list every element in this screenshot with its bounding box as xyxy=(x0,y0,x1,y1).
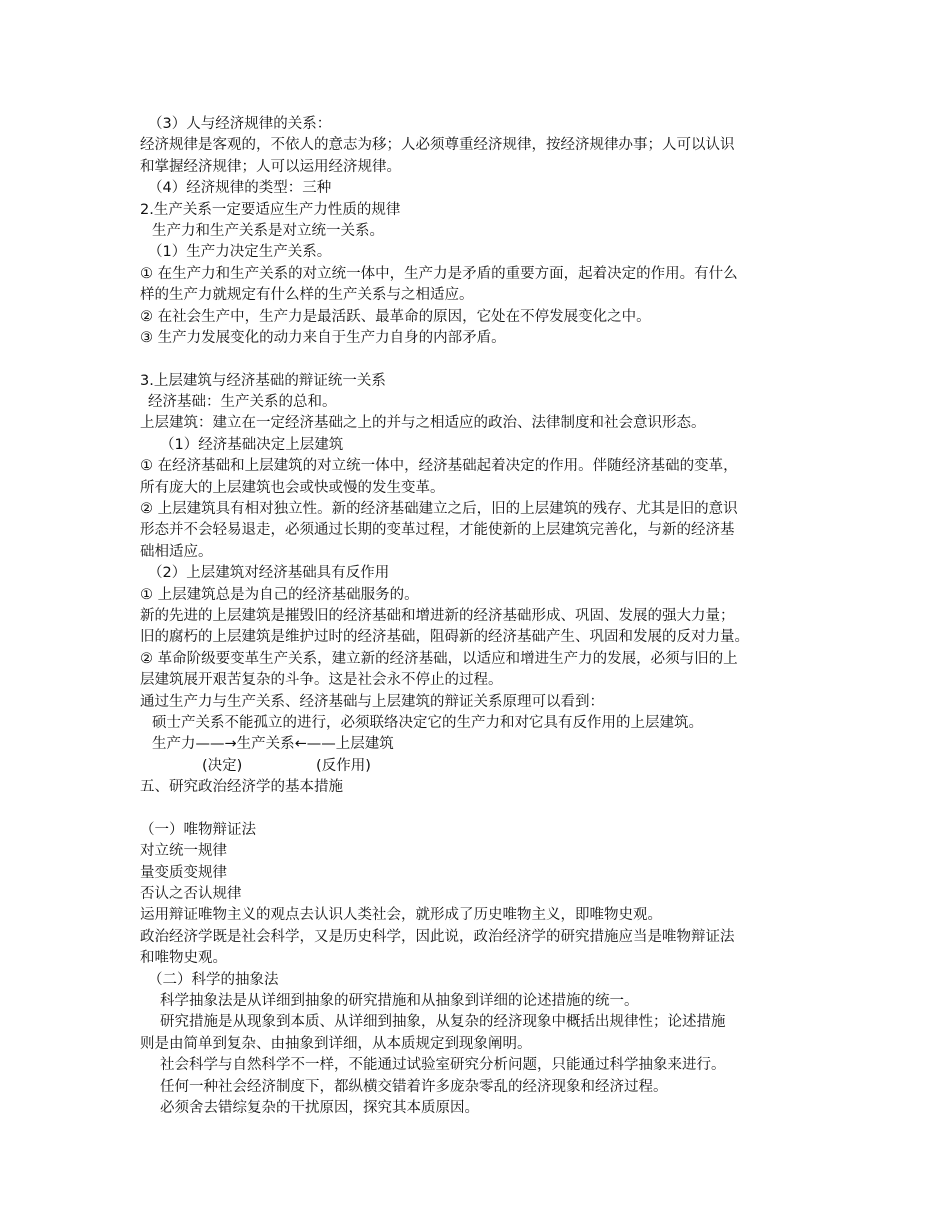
paragraph-line: ② 上层建筑具有相对独立性。新的经济基础建立之后，旧的上层建筑的残存、尤其是旧的意识 xyxy=(140,501,738,518)
paragraph-line: 必须舍去错综复杂的干扰原因，探究其本质原因。 xyxy=(160,1099,479,1116)
relation-diagram-labels: (决定) (反作用) xyxy=(202,757,371,774)
paragraph-line: 样的生产力就规定有什么样的生产关系与之相适应。 xyxy=(140,287,474,304)
paragraph-line: 旧的腐朽的上层建筑是维护过时的经济基础，阻碍新的经济基础产生、巩固和发展的反对力量。 xyxy=(140,629,749,646)
paragraph-line: 运用辩证唯物主义的观点去认识人类社会，就形成了历史唯物主义，即唯物史观。 xyxy=(140,907,662,924)
list-item: 否认之否认规律 xyxy=(140,886,242,903)
paragraph-line: 科学抽象法是从详细到抽象的研究措施和从抽象到详细的论述措施的统一。 xyxy=(160,993,639,1010)
section-heading: 3.上层建筑与经济基础的辩证统一关系 xyxy=(140,372,386,389)
paragraph-line: 经济规律是客观的，不依人的意志为移；人必须尊重经济规律，按经济规律办事；人可以认识 xyxy=(140,137,735,154)
subheading: （3）人与经济规律的关系： xyxy=(148,116,332,132)
paragraph-line: 新的先进的上层建筑是摧毁旧的经济基础和增进新的经济基础形成、巩固、发展的强大力量； xyxy=(140,607,735,624)
paragraph-line: 和掌握经济规律；人可以运用经济规律。 xyxy=(140,158,401,175)
paragraph-line: 础相适应。 xyxy=(140,543,213,560)
list-item: 对立统一规律 xyxy=(140,843,227,860)
subheading: （二）科学的抽象法 xyxy=(148,971,279,988)
subheading: （1）经济基础决定上层建筑 xyxy=(160,436,344,453)
paragraph-line: ① 上层建筑总是为自己的经济基础服务的。 xyxy=(140,586,419,603)
paragraph-line: 政治经济学既是社会科学，又是历史科学，因此说，政治经济学的研究措施应当是唯物辩证法 xyxy=(140,928,735,945)
document-page xyxy=(140,114,830,1119)
paragraph-line: ② 革命阶级要变革生产关系，建立新的经济基础，以适应和增进生产力的发展，必须与旧的上 xyxy=(140,650,738,667)
subheading: （一）唯物辩证法 xyxy=(140,821,256,838)
paragraph-line: 社会科学与自然科学不一样，不能通过试验室研究分析问题，只能通过科学抽象来进行。 xyxy=(160,1057,726,1074)
paragraph-line: 层建筑展开艰苦复杂的斗争。这是社会永不停止的过程。 xyxy=(140,672,503,689)
relation-diagram-line: 生产力——→生产关系←——上层建筑 xyxy=(152,736,394,753)
paragraph-line: ① 在经济基础和上层建筑的对立统一体中，经济基础起着决定的作用。伴随经济基础的变革， xyxy=(140,458,738,475)
list-item: 量变质变规律 xyxy=(140,864,227,881)
paragraph-line: 所有庞大的上层建筑也会或快或慢的发生变革。 xyxy=(140,479,445,496)
paragraph-line: 形态并不会轻易退走，必须通过长期的变革过程，才能使新的上层建筑完善化，与新的经济基 xyxy=(140,522,735,539)
blank-line xyxy=(140,349,830,370)
subheading: （1）生产力决定生产关系。 xyxy=(148,244,332,261)
paragraph-line: 生产力和生产关系是对立统一关系。 xyxy=(152,222,384,239)
paragraph-line: 研究措施是从现象到本质、从详细到抽象，从复杂的经济现象中概括出规律性；论述措施 xyxy=(160,1014,726,1031)
paragraph-line: 硕士产关系不能孤立的进行，必须联络决定它的生产力和对它具有反作用的上层建筑。 xyxy=(152,714,703,731)
paragraph-line: 通过生产力与生产关系、经济基础与上层建筑的辩证关系原理可以看到： xyxy=(140,693,604,710)
subheading: （4）经济规律的类型：三种 xyxy=(148,180,332,197)
subheading: （2）上层建筑对经济基础具有反作用 xyxy=(148,565,390,582)
paragraph-line: 上层建筑：建立在一定经济基础之上的并与之相适应的政治、法律制度和社会意识形态。 xyxy=(140,415,706,432)
section-heading: 五、研究政治经济学的基本措施 xyxy=(140,779,343,796)
section-heading: 2.生产关系一定要适应生产力性质的规律 xyxy=(140,201,401,218)
blank-line xyxy=(140,799,830,820)
paragraph-line: 经济基础：生产关系的总和。 xyxy=(148,394,337,411)
paragraph-line: 任何一种社会经济制度下，都纵横交错着许多庞杂零乱的经济现象和经济过程。 xyxy=(160,1078,668,1095)
paragraph-line: ② 在社会生产中，生产力是最活跃、最革命的原因，它处在不停发展变化之中。 xyxy=(140,308,651,325)
paragraph-line: 则是由简单到复杂、由抽象到详细，从本质规定到现象阐明。 xyxy=(140,1035,532,1052)
paragraph-line: 和唯物史观。 xyxy=(140,950,227,967)
paragraph-line: ③ 生产力发展变化的动力来自于生产力自身的内部矛盾。 xyxy=(140,329,506,346)
paragraph-line: ① 在生产力和生产关系的对立统一体中，生产力是矛盾的重要方面，起着决定的作用。有什么 xyxy=(140,265,738,282)
